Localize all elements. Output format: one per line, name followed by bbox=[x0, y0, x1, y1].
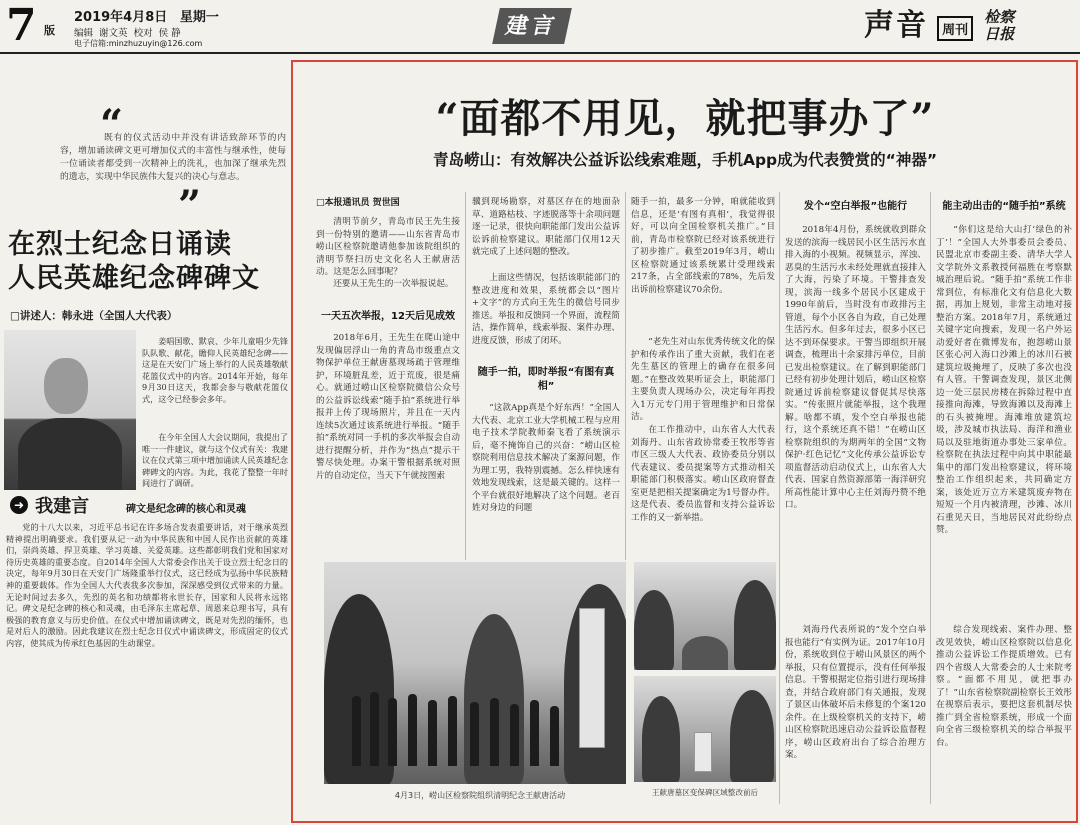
left-headline-line1: 在烈士纪念日诵读 bbox=[8, 229, 232, 260]
photo-person bbox=[388, 698, 397, 766]
main-headline: “面都不用见，就把事办了” bbox=[435, 95, 935, 142]
left-intro-text: 姜唱国歌、默哀、少年儿童唱少先锋队队歌、献花，瞻仰人民英雄纪念碑——这是在天安门广场上举行的人民英雄敬献花篮仪式中的内容。2014年开始，每年9月30日这天，我都会参与敬献花篮仪式，这令已经参会多年。 bbox=[142, 336, 288, 404]
photo-person bbox=[550, 706, 559, 766]
photo-person bbox=[370, 692, 379, 766]
left-headline-line2: 人民英雄纪念碑碑文 bbox=[8, 263, 260, 294]
left-subhead: 碑文是纪念碑的核心和灵魂 bbox=[126, 504, 246, 515]
speaker-portrait bbox=[4, 330, 136, 490]
pull-quote: 既有的仪式活动中并没有讲话致辞环节的内容，增加诵读碑文更可增加仪式的丰富性与继承性，使每一位诵读者都受到一次精神上的洗礼，也加深了继承先烈的遗志，实现中华民族伟大复兴的决心与意志。 bbox=[60, 133, 286, 182]
masthead-title: 声音 bbox=[864, 8, 928, 43]
left-intro-text-2: 在今年全国人大会议期间，我提出了唯一一件建议，就与这个仪式有关：我建议在仪式第三项中增加诵读人民英雄纪念碑碑文的内容。为此，我花了整整一年时间进行了调研。 bbox=[142, 432, 288, 489]
col3-mid: “老先生对山东优秀传统文化的保护和传承作出了重大贡献，我们在老先生墓区的管理上的确存在很多问题。”在整改效果听证会上，职能部门主要负责人现场办公，决定每年再投入1万元专门用于管理维护和日常保洁。 bbox=[631, 337, 775, 422]
left-headline bbox=[8, 228, 288, 296]
masthead bbox=[864, 6, 1024, 46]
badge-text: 我建言 bbox=[35, 496, 90, 517]
col3-body: 在工作推动中，山东省人大代表刘海丹、山东省政协常委王牧彤等省市区三级人大代表、政协委员分别以代表建议、委员提案等方式推动相关职能部门积极落实。崂山区政府督查室更是把相关提案确定为1号督办件。这是代表、委员监督和支持公益诉讼工作的又一新举措。 bbox=[631, 425, 775, 523]
site-photo-after bbox=[634, 676, 776, 782]
issue-date bbox=[74, 6, 219, 25]
col3-top: 随手一拍，最多一分钟，咱就能收到信息，还是‘有图有真相’，我觉得很好，可以向全国检察机关推广。”目前，青岛市检察院已经对该系统进行了初步推广。截至2019年3月，崂山区检察院通过该系统累计受理线索217条，占全部线索的78%，先后发出诉前检察建议70余份。 bbox=[631, 197, 775, 295]
main-subheadline: 青岛崂山：有效解决公益诉讼线索难题，手机App成为代表赞赏的“神器” bbox=[432, 151, 938, 169]
col5-subhead: 能主动出击的“随手拍”系统 bbox=[942, 201, 1066, 212]
col4-body: 2018年4月份，系统就收到群众发送的滨海一线居民小区生活污水直排入海的小视频。视频显示，浑浊、恶臭的生活污水未经处理就直接排入了大海，污染了环境。干警排查发现，滨海一线多个居民小区建成于1990年前后，当时没有市政排污主管道，每个小区各自为政，自己处理生活污水。但多年过去，很多小区已达不到环保要求。干警当即组织开展调查，梳理出十余家排污单位，目前已发出检察建议。在了解到职能部门已经有初步处理计划后，崂山区检察院通过诉前检察建议督促其尽快落实。“传张照片就能举报，这个我理解。啥都不填，发个空白举报也能行，这个系统还真不错！”在崂山区检察院组织的为期两年的全国“文物保护·红色记忆”文化传承公益诉讼专项监督活动启动仪式上，山东省人大代表、国家自然资源部第一海洋研究所高性能计算中心主任刘海丹赞不绝口。 bbox=[785, 225, 926, 510]
photo-person bbox=[448, 696, 457, 766]
photo-person bbox=[530, 700, 539, 766]
quote-open-mark: “ bbox=[100, 101, 124, 148]
photo-tree bbox=[734, 580, 776, 670]
col2-top: 骥到现场勘察，对墓区存在的地面杂草、道路枯枝、字迹脱落等十余项问题逐一记录，很快向职能部门发出公益诉讼诉前检察建议。职能部门仅用12天就完成了上述问题的整改。 bbox=[472, 197, 620, 257]
column-divider bbox=[625, 192, 626, 560]
col1-body: 2018年6月，王先生在爬山途中发现偏居浮山一角的青岛市级重点文物保护单位王献唐墓现场疏于管理维护，环境脏乱差，近于荒废，很是痛心。就通过崂山区检察院微信公众号的公益诉讼线索“随手拍”系统进行举报并上传了现场照片，并且在一天内连续5次通过该系统进行举报。“随手拍”系统对同一手机的多次举报会自动进行提醒分析，并作为“热点”提示干警尽快处理。办案干警根据系统对照片的自动定位，当天下午就按图索 bbox=[316, 333, 460, 481]
photo-caption-left: 4月3日，崂山区检察院组织清明纪念王献唐活动 bbox=[394, 791, 566, 800]
portrait-head bbox=[44, 358, 88, 414]
site-photo-before bbox=[634, 562, 776, 670]
photo-person bbox=[470, 702, 479, 766]
badge-arrow-icon: ➜ bbox=[10, 496, 28, 514]
page-number-ban: 版 bbox=[44, 24, 55, 37]
weekday-text: 星期一 bbox=[179, 10, 219, 25]
col1-lead: 清明节前夕，青岛市民王先生接到一份特别的邀请——山东省青岛市崂山区检察院邀请他参加该院组织的清明节祭扫历史文化名人王献唐活动。这是怎么回事呢？ bbox=[316, 217, 460, 277]
main-col-4 bbox=[785, 196, 926, 804]
col5-body-2: 综合发现线索、案件办理、整改见效快，崂山区检察院以信息化推动公益诉讼工作提质增效。已有四个省级人大常委会的人士来院考察。“面都不用见，就把事办了！”山东省检察院副检察长王效彤在视察后表示，要把这套机制尽快推广到全省检察系统，形成一个面向全省三级检察机关的综合举报平台。 bbox=[936, 625, 1072, 748]
photo-person bbox=[510, 704, 519, 766]
photo-person bbox=[428, 700, 437, 766]
col5-body: “你们这是给大山打‘绿色的补丁’！”全国人大外事委员会委员、民盟北京市委副主委、清华大学人文学院外文系教授何福胜在考察默城治理后说。“随手拍”系统工作非常到位，有标准化文有信息化大数据，再加上规划，非常主动地对接整治方案。2018年7月，系统通过关键字定向搜索，发现一名户外运动爱好者在微博发布，抱怨崂山景区张心河入海口沙滩上的冰川石被建筑垃圾掩埋了，反映了多次也没有人管。干警调查发现，景区北侧边一处三层民房楼在拆除过程中直接推向海滩，导致海滩以及海滩上的石头被掩埋。海滩堆放建筑垃圾，涉及城市执法局、海洋和渔业局以及驻地街道办事处三家单位。检察院在执法过程中向其中职能最集中的部门发出检察建议，将环境整治工作组织起来，共同确定方案，该处近万立方米建筑废弃物在短短一个月内被清理，沙滩、冰川石重见天日，当地居民对此纷纷点赞。 bbox=[936, 225, 1072, 535]
photo-tree bbox=[730, 690, 774, 782]
jianyan-badge bbox=[10, 492, 112, 522]
col1-subhead: 一天五次举报，12天后见成效 bbox=[321, 311, 455, 322]
left-body: 党的十八大以来，习近平总书记在许多场合发表重要讲话，对于继承英烈精神提出明确要求。我们要从记一动为中华民族和中国人民作出贡献的英雄们，崇尚英雄、捍卫英雄、学习英雄、关爱英雄。这些都彰明我们党和国家对待历史英雄的重要态度。自2014年全国人大常委会作出关于设立烈士纪念日的决定，每年9月30日在天安门广场隆重举行仪式，这已经成为弘扬中华民族精神的重要载体。作为全国人大代表我多次参加，深深感受到仪式带来的力量。无论时间过去多久，先烈的英名和功绩都将永世长存，国家和人民将永远铭记。碑文是纪念碑的核心和灵魂，由毛泽东主席起草、周恩来总理书写，具有极强的教育意义与历史价值。在仪式中增加诵读碑文，既是对先烈的缅怀，也是对后人的激励。因此我建议在烈士纪念日仪式中诵读碑文，形成固定的仪式内容，使其成为传承红色基因的生动课堂。 bbox=[6, 522, 288, 648]
tomb-stele bbox=[694, 732, 712, 772]
photo-tree bbox=[642, 696, 680, 782]
main-col-5 bbox=[936, 196, 1072, 804]
col4-subhead: 发个“空白举报”也能行 bbox=[803, 201, 908, 212]
col2-body: “这款App真是个好东西！”全国人大代表、北京工业大学机械工程与应用电子技术学院教师秦飞看了系统演示后，毫不掩饰自己的兴奋：“崂山区检察院利用信息技术解决了案源问题，作为理工男，我特别震撼。怎么样快速有效地发现线索，这是最关键的。这样一个平台就很好地解决了这个问题。老百姓对身边的问题 bbox=[472, 403, 620, 513]
tomb-mound bbox=[682, 636, 728, 670]
photo-person bbox=[490, 698, 499, 766]
byline: □本报通讯员 贺世国 bbox=[316, 198, 400, 208]
section-tag-text: 建言 bbox=[503, 13, 561, 39]
date-text: 2019年4月8日 bbox=[74, 10, 168, 25]
main-col-3 bbox=[631, 196, 775, 560]
col2-subhead: 随手一拍，即时举报“有图有真相” bbox=[477, 367, 615, 392]
main-col-1 bbox=[316, 196, 460, 560]
page-number: 7 bbox=[6, 0, 37, 51]
staff-line: 编辑 谢文英 校对 侯 静 bbox=[74, 28, 181, 39]
speaker-line: □讲述人：韩永进（全国人大代表） bbox=[10, 310, 178, 322]
photo-person bbox=[408, 694, 417, 766]
col2-mid: 上面这些情况，包括该职能部门的整改进度和效果，系统都会以“图片+文字”的方式向王先生的微信号同步推送。举报和反馈同一个界面，流程简洁，操作简单，线索举报、案件办理、进度反馈，形成了闭环。 bbox=[472, 273, 620, 346]
left-intro bbox=[142, 336, 288, 492]
col4-body-2: 刘海丹代表所说的“发个空白举报也能行”有实例为证。2017年10月份，系统收到位于崂山风景区的两个举报，只有位置提示，没有任何举报信息。干警根据定位指引进行现场排查，并结合政府部门有关通报，发现了景区山体破坏后未修复的个案120余件。在上级检察机关的支持下，崂山区检察院迅速启动公益诉讼监督程序，崂山区政府出台了综合治理方案。 bbox=[785, 625, 926, 760]
quote-close-mark: ” bbox=[178, 182, 202, 229]
ceremony-photo bbox=[324, 562, 626, 784]
portrait-body bbox=[18, 418, 122, 490]
column-divider bbox=[779, 192, 780, 804]
col1-lead-2: 还要从王先生的一次举报说起。 bbox=[333, 279, 454, 289]
masthead-weekly: 周刊 bbox=[937, 16, 973, 41]
masthead-paper-logo: 检察日报 bbox=[984, 8, 1015, 43]
column-divider bbox=[930, 192, 931, 804]
memorial-stele bbox=[579, 608, 605, 748]
photo-tree bbox=[634, 590, 674, 670]
photo-person bbox=[352, 696, 361, 766]
main-col-2 bbox=[472, 196, 620, 560]
header-rule bbox=[0, 52, 1080, 54]
photo-caption-right: 王献唐墓区变保碑区域整改前后 bbox=[651, 788, 759, 797]
email-line: 电子信箱:minzhuzuyin@126.com bbox=[74, 39, 203, 48]
column-divider bbox=[465, 192, 466, 560]
section-tag bbox=[492, 8, 572, 44]
